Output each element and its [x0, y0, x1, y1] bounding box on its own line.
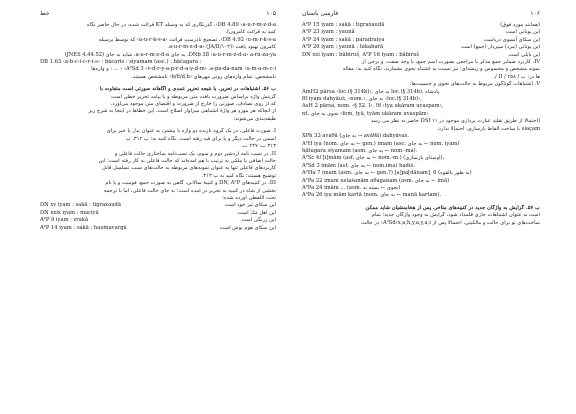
- left-page-header: [40, 10, 276, 22]
- translation: این اهل مَکَ است: [237, 209, 276, 216]
- text-line: III. در کتیبه‌های DN, A²P و کتیبهٔ سالانی، گاهی به صورت جمع، فومیت و یا نام: [105, 180, 276, 187]
- text-line: DB 4.92 ‹u-m-r-k-s-a›، تصحیح نادرستِ قرائت ‹a-u-r-k-s-a› که توسط برسیله: [98, 36, 276, 43]
- text-line: گزینش واژه براساس ضرورت بافت متن مربوطه و یا پیامد تحریر خطی است: [111, 93, 276, 100]
- text-line: A²Pa 22 imam ustašanām aθaganam (asm. به جای ← imā): [302, 177, 450, 184]
- transliteration: A²P 9 iyam : zrakā: [40, 217, 89, 224]
- text-line: V. اشتباهات گوناگون مربوط به حالت‌های نحوی و جنسیت‌ها:: [409, 81, 540, 88]
- text-line: AsH 2 pārsa, nom. ‹§ 52. I›, 9f ‹tya ukāram uvaspam›,: [302, 103, 444, 110]
- example-row: [302, 29, 540, 36]
- text-line: اسمی در حالت دیگر و یا برای قید رفته است. نگاه کنید به: پ ۳۱۲، پ: [125, 135, 276, 142]
- text-line: I. صورت فاعلی، در یک گروه تازنده دو واژه یا بیشتر، به عنوان بدل یا خبر برای: [106, 128, 276, 135]
- text-line: IV. کاربرد ضمایر جمع مذکر با مراجعی بصورت اسم جمع، یا وجه صفت، و برخی از: [361, 59, 540, 66]
- example-row: [40, 225, 276, 232]
- text-line: DNb 38 ‹a-u-r-m-z-d-a› a-ru-za-ya، به جای a-u-r-m-z-d-a، شاید به جای (JNES 4.44.52): [64, 51, 276, 58]
- transliteration: DN xxi iyam : bābiruš, A²P 16 iyam : bābiruš: [302, 51, 420, 58]
- example-row: [40, 217, 276, 224]
- section-heading: ب ۵۶. اشتباهات در تحریر. با نتیجه تحریر عمدی و آگاهانه صورتی است متفاوت با: [99, 86, 276, 93]
- text-line: نمونه مشخص و محسوس و ریشه‌ای؛ نیز نسبت به اشتباه نحوی بشمارند. نگاه کنید به: مقاله: [342, 66, 540, 73]
- running-title: خط: [40, 10, 50, 17]
- text-line: حالت اضافی یا ملکی به ترتیب با هم آمده‌اند که حالت فاعلی به کار رفته است: این: [98, 157, 276, 164]
- text-line: است به عنوان اشتباهات جاری قلمداد شود، گرایش به وجود واژگان جدید؛ تمام: [371, 212, 540, 219]
- text-line: توضیح هستند؛ نگاه کنید به پ ۳۱۳.: [201, 172, 276, 179]
- text-line: ساخت‌های تو برای حالت و مالکیتی، احتمالاً پس از A²Sd‹x,a,h,y,a,y,a,i› در حالت: [361, 219, 540, 226]
- text-line: کاربردهای فاعلی تنها به عنوان نمونه‌های مربوطه به حالت‌های سبب تسلسل قابل: [102, 165, 276, 172]
- translation: این بابلی است: [508, 51, 540, 58]
- text-line: از آنجاکه هر موردِ هر واژهٔ اشتباهی سزاوار اصلاح است، این خطاها در اینجا به شرح زیر: [88, 108, 276, 115]
- page-number: ۱۰۶: [530, 10, 540, 17]
- text-line: hātugara siyamam (asm. به جای ← nom.-ma).: [302, 147, 418, 154]
- text-line: 8f iyam dahyāuš, ‹nom.›, به جای ‹loc.(§ 314b)›.: [302, 96, 422, 103]
- text-line: تحت اللفظی آورده شده:: [222, 194, 276, 201]
- transliteration: DN xxix iyam : maciyā: [40, 209, 99, 216]
- text-line: طبقه‌بندی می‌شوند:: [233, 115, 276, 122]
- text-line: A²Sd 3 imām (asf. به جای ← nom.ima) hadiš.: [302, 162, 415, 169]
- text-line: کنید به قرائت کامرون).: [225, 29, 276, 36]
- text-line: AmH2 pārsa ‹loc.(§ 314b)›, به جای loc.(§ 314b). پادشاه: [302, 88, 440, 95]
- text-line: nt. نحوی به جای ‹fem, tyā, tyām ukāram uvaspām›: [302, 110, 429, 117]
- translation: این سکای تیز خود است: [224, 202, 276, 209]
- transliteration: A²P 23 iyam : yaunā: [302, 29, 355, 36]
- left-examples: [40, 202, 276, 232]
- text-line: A²Sc 4f [i]mām (asf. به جای ← nom.-m.) (اوستای بازسازی)،: [302, 155, 445, 162]
- text-line: بخشی از شاه در کتیبه به تحریر در آمده است؛ به جای حالت فاعلی، اما با ترجمه: [103, 187, 276, 194]
- text-line: (احتمالاً از طریق تقلید عبارت پردازی موجود در DSf ۱۱ حاضر به نظر می رسد: [370, 118, 540, 125]
- text-line: A³Pa 24 imām ... (asm. نحوی ← بسته به): [302, 184, 401, 191]
- example-row: [302, 52, 540, 59]
- translation: این سکای آنسوی دریاست: [483, 36, 540, 43]
- example-row: [40, 202, 276, 209]
- text-line: II. در نسب نامه اردشیر دوم و سوم، یک نسب‌نامه ساختاری حالت فاعلی و: [114, 150, 276, 157]
- text-line: XPh 33 avaθā (به جای → avāθā) dahyāvaš.: [302, 133, 409, 140]
- text-line: DB 1.63 ‹a-b-c-i-c-r-i-s› : bācarīs : siyamam (asc.) : bāčagara :: [40, 59, 202, 66]
- transliteration: A²P 26 iyam : yaunā : takabarā: [302, 44, 384, 51]
- right-page-header: [302, 10, 540, 22]
- right-examples: [302, 22, 540, 59]
- right-page: [288, 0, 576, 414]
- translation: این یونانی (مزد) سپردار (جمع) است: [461, 44, 540, 51]
- text-line: A²Sd 3 ‹v-d-r-y-a-p-r-d-a-y-d-m› .a-pa-da-nam ‹u-m-a-m-c-i› - ... : و وازه‌ها: [91, 66, 276, 73]
- translation: این یونانی است: [506, 29, 540, 36]
- text-line: ۳۱۳ ب، ۲۴۷ ب.: [241, 143, 276, 150]
- text-line: نامشخص، تمام وازه‌های رونی مهرهای ‹b/6/d,h› نامشخص هستند.: [131, 73, 276, 80]
- page-number: ۱۰۵: [266, 10, 276, 17]
- section-heading: ب ۵۷. گرایش به واژگان جدید در کتیبه‌های متأخر. پس از هخامنشیان شاید ممکن: [365, 204, 540, 211]
- text-line: A³Pa 26 iya mām kartā (nom. به جای ← manā kartam).: [302, 192, 442, 199]
- text-line: A²H iya (nom. به جای ← gen.) imam (asc. به جای ← nom. iyam): [302, 140, 460, 147]
- transliteration: DN xv iyam : sakā : tigraxaudā: [40, 202, 121, 209]
- transliteration: A²P 24 iyam : sakā : paradraiya: [302, 36, 385, 43]
- transliteration: A²P 14 iyam : sakā : haumavargā: [40, 224, 127, 231]
- transliteration: A²P 15 iyam : sakā : tigraxaudā: [302, 22, 385, 28]
- text-line: A²Ha 7 imam (asm. به جای ← gen.?) [a]pa[dānam], 6 (به طور بالقوه): [302, 170, 472, 177]
- example-row: [302, 44, 540, 51]
- translation: (همانند مورد فوق): [500, 22, 540, 28]
- text-line: کامرون بهبود یافت ‹a-u-r-m-z-d-a› (JA/II/۱۰۳).: [167, 44, 276, 51]
- text-line: DB 4.89 ‹a-u-r-m-z-d-a›، گذرنگاری که به وسیله KT قرائت شده، در حال حاضر نگاه: [87, 22, 276, 28]
- translation: این سکای هوم نوش است: [219, 224, 276, 231]
- text-line: که از روی تصادف، صورتی را خارج از ضرورت و اقتضای متن موجود می‌آورد.: [110, 101, 276, 108]
- right-body: [302, 59, 540, 227]
- translation: این زرنگی است: [241, 217, 276, 224]
- text-line: ها در: ب / II / ۲۵۸ /.: [493, 73, 540, 80]
- left-body: [40, 22, 276, 202]
- example-row: [302, 22, 540, 29]
- running-title: فارسی باستان: [302, 10, 339, 17]
- text-line: siaçam با ساخت الفاظ بازسازی، احتمالاً ندارد.: [436, 125, 540, 132]
